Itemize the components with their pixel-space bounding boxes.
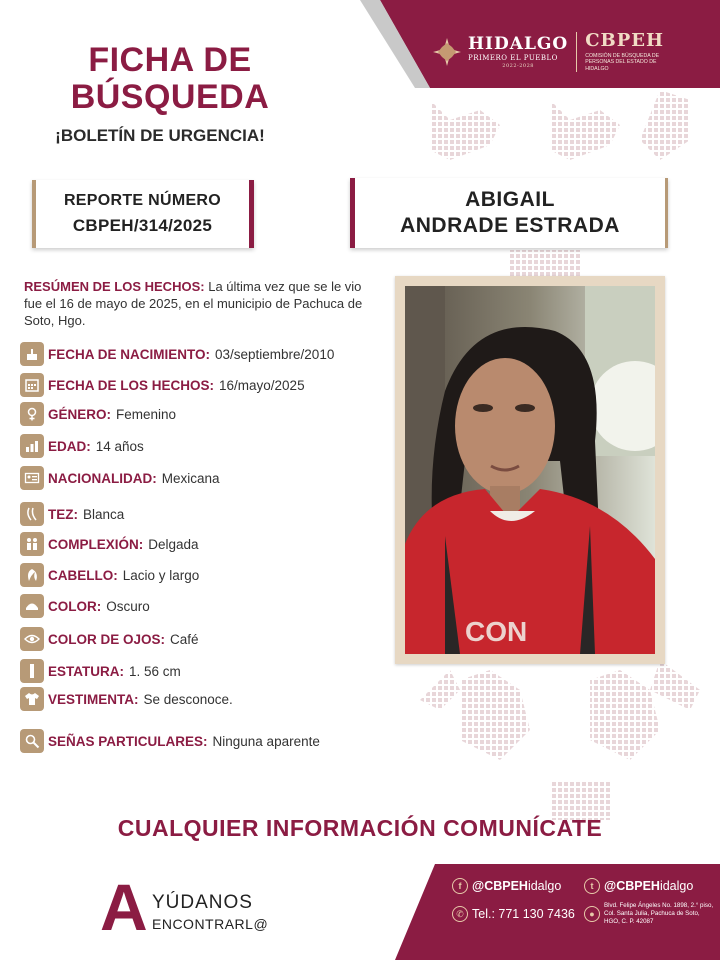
field-hair: CABELLO: Lacio y largo — [20, 562, 199, 588]
calendar-icon — [20, 373, 44, 397]
title-line-2: BÚSQUEDA — [70, 78, 270, 117]
hidalgo-star-icon — [432, 37, 462, 67]
twitter-icon: t — [584, 878, 600, 894]
body-icon — [20, 532, 44, 556]
summary-block: RESÚMEN DE LOS HECHOS: La última vez que se le vio fue el 16 de mayo de 2025, en el municipio de Pachuca de Soto, Hgo. — [24, 279, 363, 328]
field-clothing: VESTIMENTA: Se desconoce. — [20, 686, 233, 712]
ayudanos-line-2: ENCONTRARL@ — [152, 916, 269, 932]
field-birth-date: FECHA DE NACIMIENTO: 03/septiembre/2010 — [20, 341, 334, 367]
person-last-names: ANDRADE ESTRADA — [400, 214, 620, 237]
ayudanos-logo — [100, 870, 300, 944]
shirt-icon — [20, 687, 44, 711]
svg-text:CON: CON — [465, 616, 528, 647]
skin-icon — [20, 502, 44, 526]
gender-icon — [20, 402, 44, 426]
location-pin-icon: ● — [584, 906, 600, 922]
summary-label: RESÚMEN DE LOS HECHOS — [24, 279, 201, 294]
missing-person-photo — [405, 286, 655, 654]
hidalgo-logo — [432, 33, 569, 69]
ayudanos-letter: A — [100, 870, 148, 944]
twitter-link[interactable]: t @CBPEH idalgo — [584, 878, 693, 894]
field-eye-color: COLOR DE OJOS: Café — [20, 626, 199, 652]
report-number: CBPEH/314/2025 — [72, 216, 213, 235]
header-logos — [432, 24, 692, 80]
eye-icon — [20, 627, 44, 651]
ayudanos-line-1: YÚDANOS — [152, 892, 253, 913]
field-distinguishing-marks: SEÑAS PARTICULARES: Ninguna aparente — [20, 728, 320, 754]
field-height: ESTATURA: 1. 56 cm — [20, 658, 181, 684]
photo-frame — [395, 276, 665, 664]
call-to-action: CUALQUIER INFORMACIÓN COMUNÍCATE — [117, 815, 603, 841]
facebook-icon: f — [452, 878, 468, 894]
report-label: REPORTE NÚMERO — [63, 192, 222, 209]
field-gender: GÉNERO: Femenino — [20, 401, 176, 427]
hair-icon — [20, 563, 44, 587]
person-first-name: ABIGAIL — [465, 188, 555, 211]
age-icon — [20, 434, 44, 458]
cbpeh-full-name: COMISIÓN DE BÚSQUEDA DE PERSONAS DEL ESTADO DE HIDALGO — [585, 52, 660, 72]
field-age: EDAD: 14 años — [20, 433, 144, 459]
phone-icon: ✆ — [452, 906, 468, 922]
page-subtitle: ¡BOLETÍN DE URGENCIA! — [55, 126, 265, 145]
address-block: ● Blvd. Felipe Ángeles No. 1898, 2.° piso, Col. Santa Julia, Pachuca de Soto, HGO, C. P. 42087 — [584, 902, 714, 926]
title-line-1: FICHA DE — [88, 41, 252, 79]
report-card — [32, 180, 254, 248]
logo-divider — [576, 32, 577, 72]
name-card — [350, 178, 668, 248]
cbpeh-logo — [585, 29, 667, 73]
phone-link[interactable]: ✆ Tel.: 771 130 7436 — [452, 906, 575, 922]
hidalgo-years: 2022-2028 — [502, 62, 534, 69]
field-skin: TEZ: Blanca — [20, 501, 124, 527]
field-nationality: NACIONALIDAD: Mexicana — [20, 465, 220, 491]
hair-color-icon — [20, 594, 44, 618]
ruler-icon — [20, 659, 44, 683]
hidalgo-tagline: PRIMERO EL PUEBLO — [468, 53, 558, 62]
field-hair-color: COLOR: Oscuro — [20, 593, 150, 619]
field-build: COMPLEXIÓN: Delgada — [20, 531, 199, 557]
magnifier-icon — [20, 729, 44, 753]
field-event-date: FECHA DE LOS HECHOS: 16/mayo/2025 — [20, 372, 305, 398]
summary-text: La última vez que se le vio fue el 16 de mayo de 2025, en el municipio de Pachuca de Soto, Hgo. — [24, 279, 363, 328]
cake-icon — [20, 342, 44, 366]
hidalgo-name: HIDALGO — [468, 33, 569, 54]
page-title — [40, 42, 300, 117]
facebook-link[interactable]: f @CBPEH idalgo — [452, 878, 561, 894]
cbpeh-name: CBPEH — [585, 29, 665, 51]
id-card-icon — [20, 466, 44, 490]
